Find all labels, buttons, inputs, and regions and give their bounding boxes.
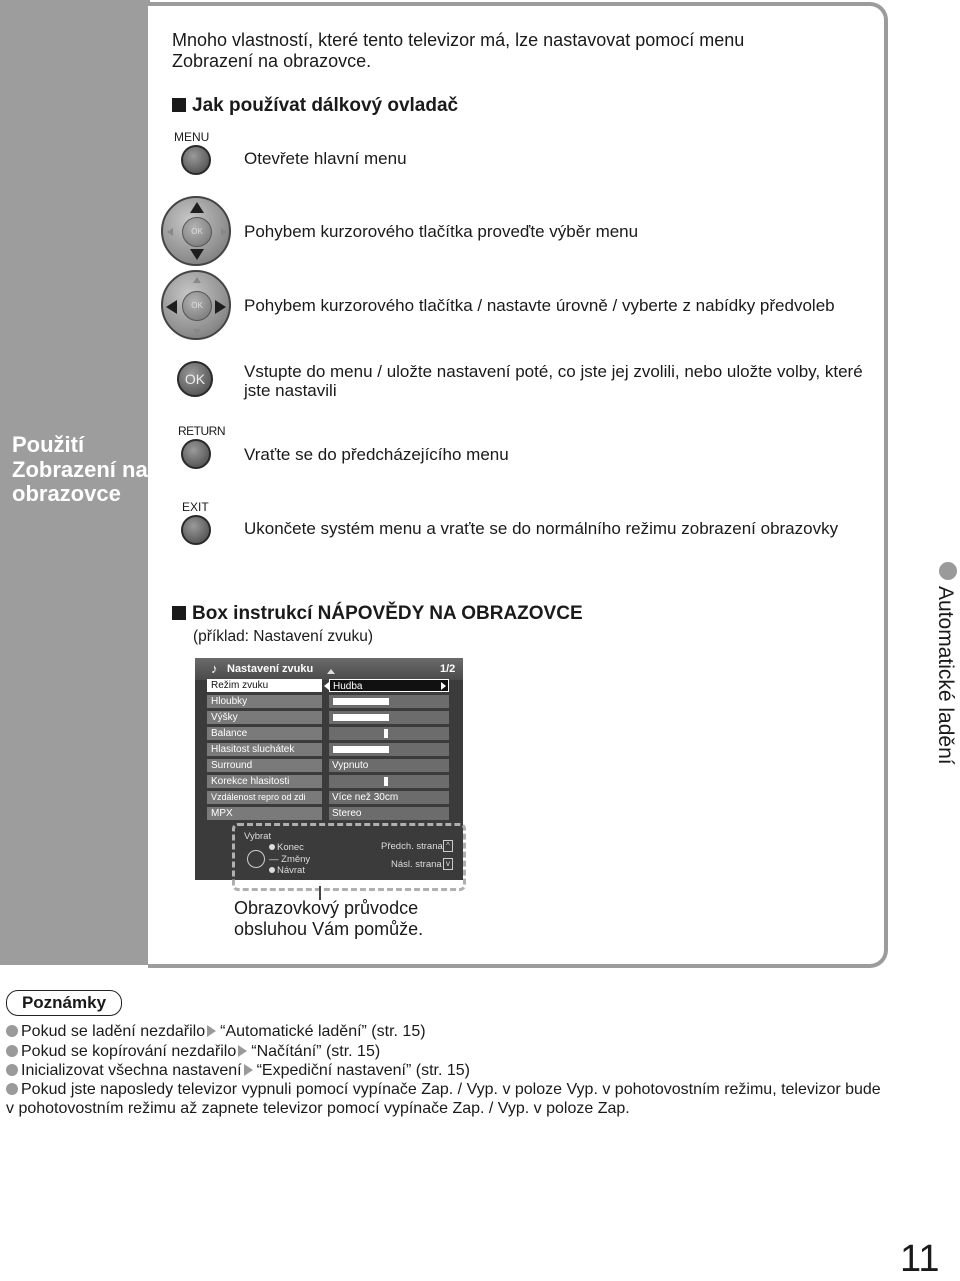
intro-text: Mnoho vlastností, které tento televizor má, lze nastavovat pomocí menu Zobrazení na obrazovce.: [172, 30, 745, 71]
osd-page: 1/2: [440, 663, 456, 675]
guide-next-page: Násl. strana: [391, 859, 442, 870]
osd-row-label: Hlasitost sluchátek: [207, 743, 322, 756]
ok-center-icon: OK: [182, 291, 212, 321]
arrow-right-icon: [244, 1064, 253, 1076]
osd-row-label: Balance: [207, 727, 322, 740]
music-note-icon: ♪: [211, 661, 218, 676]
cursor-select-instruction: Pohybem kurzorového tlačítka proveďte výběr menu: [244, 222, 639, 241]
note-item: Pokud jste naposledy televizor vypnuli pomocí vypínače Zap. / Vyp. v poloze Vyp. v pohotovostním režimu, televizor bude v pohotovostním režimu až zapnete televizor pomocí vypínače Zap. / Vyp. v poloze Zap.: [6, 1081, 881, 1117]
page-up-icon: ^: [443, 840, 453, 852]
osd-row-headphone-volume[interactable]: [207, 743, 449, 756]
osd-row-label: MPX: [207, 807, 322, 820]
volume-marker-icon: [384, 777, 388, 786]
note-item: Pokud se ladění nezdařilo “Automatické ladění” (str. 15): [6, 1022, 906, 1041]
osd-row-treble[interactable]: [207, 711, 449, 724]
return-dot-icon: [269, 867, 275, 873]
page-down-icon: v: [443, 858, 453, 870]
return-button[interactable]: [181, 439, 211, 469]
osd-row-volume-correction[interactable]: [207, 775, 449, 788]
menu-button-label: MENU: [174, 130, 210, 144]
return-button-label: RETURN: [178, 424, 225, 438]
bullet-icon: [6, 1025, 18, 1037]
ok-center-icon: OK: [182, 217, 212, 247]
osd-row-label: Vzdálenost repro od zdi: [207, 791, 322, 804]
osd-row-value: Stereo: [329, 807, 449, 820]
osd-row-label: Surround: [207, 759, 322, 772]
sidebar-title: Použití Zobrazení na obrazovce: [12, 432, 148, 506]
guide-back: Návrat: [269, 865, 305, 876]
arrow-left-icon: [167, 228, 173, 236]
help-box-heading: Box instrukcí NÁPOVĚDY NA OBRAZOVCE: [172, 603, 583, 625]
note-item: Inicializovat všechna nastavení “Expediční nastavení” (str. 15): [6, 1061, 906, 1080]
arrow-right-icon: [215, 300, 226, 314]
right-caption-bullet-icon: [939, 562, 957, 580]
osd-row-surround[interactable]: [207, 759, 449, 772]
cursor-pad-up-down[interactable]: [161, 196, 231, 266]
exit-dot-icon: [269, 844, 275, 850]
menu-button[interactable]: [181, 145, 211, 175]
bullet-icon: [6, 1045, 18, 1057]
bullet-icon: [6, 1083, 18, 1095]
guide-change: — Změny: [269, 854, 311, 865]
osd-title: Nastavení zvuku: [227, 663, 314, 675]
ok-instruction: Vstupte do menu / uložte nastavení poté, co jste jej zvolili, nebo uložte volby, které jste nastavili: [244, 362, 863, 400]
exit-button[interactable]: [181, 515, 211, 545]
scroll-up-icon: [327, 669, 335, 674]
arrow-left-icon: [166, 300, 177, 314]
arrow-right-icon: [207, 1025, 216, 1037]
notes-heading: Poznámky: [6, 990, 122, 1016]
guide-caption: Obrazovkový průvodce obsluhou Vám pomůže.: [234, 898, 424, 939]
osd-row-label: Režim zvuku: [207, 679, 322, 692]
ok-button[interactable]: OK: [177, 361, 213, 397]
right-vertical-caption: Automatické ladění: [934, 586, 957, 765]
cursor-adjust-instruction: Pohybem kurzorového tlačítka / nastavte úrovně / vyberte z nabídky předvoleb: [244, 296, 835, 315]
osd-row-value: [329, 711, 449, 724]
help-box-subheading: (příklad: Nastavení zvuku): [193, 628, 374, 645]
guide-select-label: Vybrat: [244, 831, 272, 842]
osd-row-bass[interactable]: [207, 695, 449, 708]
menu-instruction: Otevřete hlavní menu: [244, 149, 407, 168]
guide-exit: Konec: [269, 842, 304, 853]
osd-row-sound-mode[interactable]: [207, 679, 449, 692]
osd-row-value: Více než 30cm: [329, 791, 449, 804]
arrow-right-icon: [221, 228, 227, 236]
osd-row-label: Hloubky: [207, 695, 322, 708]
osd-row-value: [329, 727, 449, 740]
slider-bar: [333, 698, 389, 705]
arrow-up-icon: [193, 277, 201, 283]
osd-row-value: [329, 775, 449, 788]
exit-instruction: Ukončete systém menu a vraťte se do normálního režimu zobrazení obrazovky: [244, 519, 839, 538]
slider-bar: [333, 746, 389, 753]
cursor-pad-left-right[interactable]: [161, 270, 231, 340]
arrow-right-icon: [441, 682, 446, 690]
osd-title-bar: [195, 658, 463, 680]
bullet-icon: [6, 1064, 18, 1076]
osd-help-guide: [232, 823, 466, 891]
osd-row-value: Vypnuto: [329, 759, 449, 772]
osd-row-label: Výšky: [207, 711, 322, 724]
osd-row-balance[interactable]: [207, 727, 449, 740]
arrow-up-icon: [190, 202, 204, 213]
osd-row-value: Hudba: [329, 679, 449, 692]
cursor-pad-icon: [247, 850, 265, 868]
remote-usage-heading: Jak používat dálkový ovladač: [172, 95, 458, 117]
exit-button-label: EXIT: [182, 500, 209, 514]
osd-row-speaker-distance[interactable]: [207, 791, 449, 804]
osd-row-value: [329, 743, 449, 756]
balance-marker-icon: [384, 729, 388, 738]
guide-prev-page: Předch. strana: [381, 841, 443, 852]
note-item: Pokud se kopírování nezdařilo “Načítání” (str. 15): [6, 1042, 906, 1061]
osd-row-label: Korekce hlasitosti: [207, 775, 322, 788]
page-number: 11: [900, 1238, 940, 1280]
return-instruction: Vraťte se do předcházejícího menu: [244, 445, 509, 464]
slider-bar: [333, 714, 389, 721]
osd-row-mpx[interactable]: [207, 807, 449, 820]
arrow-down-icon: [193, 329, 201, 335]
osd-row-value: [329, 695, 449, 708]
arrow-right-icon: [238, 1045, 247, 1057]
arrow-down-icon: [190, 249, 204, 260]
